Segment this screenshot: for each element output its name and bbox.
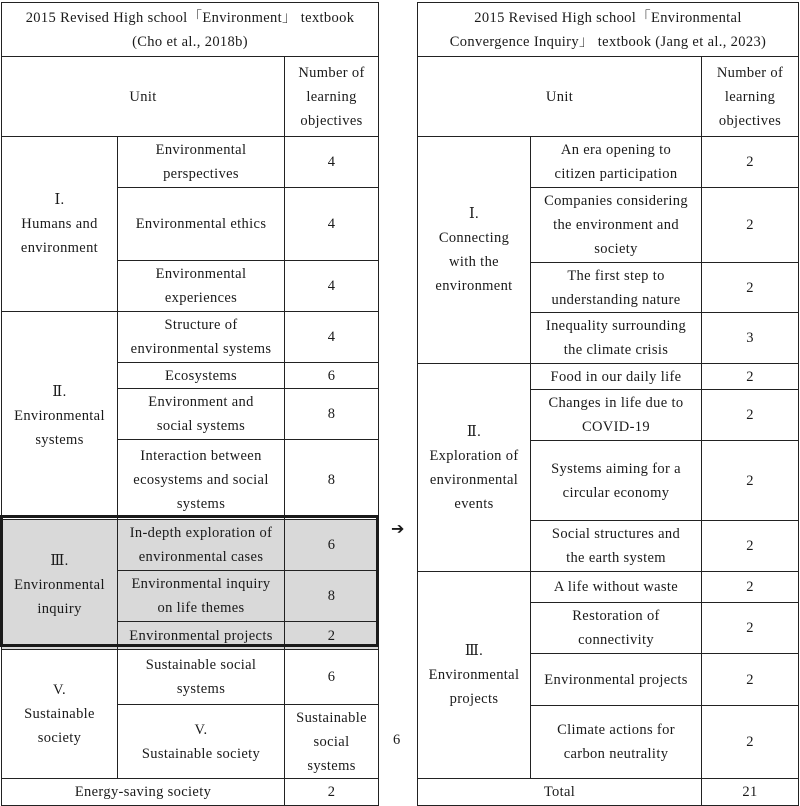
table-row [2,312,379,363]
objective-count: 2 [702,188,799,263]
subunit-name: Environmental ethics [118,188,285,261]
table-row [418,364,799,390]
right-table-title: 2015 Revised High school「Environmental Convergence Inquiry」 textbook (Jang et al., 2023) [418,3,799,57]
right-arrow-icon: ➔ [391,519,405,538]
subunit-name: Interaction between ecosystems and social systems [118,440,285,520]
objective-count: 2 [702,390,799,441]
objective-count: 4 [285,261,379,312]
table-header-row [418,57,799,137]
subunit-name: Sustainable social systems [118,650,285,705]
objectives-count-header: Number of learning objectives [702,57,799,137]
objective-count: 2 [702,521,799,572]
objective-count: 2 [285,779,379,806]
objective-count: 2 [702,263,799,313]
table-row [2,137,379,188]
total-label: Total [418,779,702,806]
unit-header: Unit [2,57,285,137]
unit-header: Unit [418,57,702,137]
subunit-name: Environmental perspectives [118,137,285,188]
table-row [418,3,799,57]
objective-count: 8 [285,389,379,440]
subunit-name: Environmental inquiry on life themes [118,571,285,622]
objective-count: 4 [285,137,379,188]
subunit-name: Structure of environmental systems [118,312,285,363]
subunit-name: Environmental experiences [118,261,285,312]
table-row [2,779,379,806]
objective-count: 2 [702,654,799,706]
objective-count: 2 [702,364,799,390]
objective-count: 4 [285,312,379,363]
right-table [417,2,799,806]
objective-count: 3 [702,313,799,364]
total-count: 21 [702,779,799,806]
unit-name: Ⅲ. Environmental inquiry [2,520,118,650]
objective-count: 2 [285,622,379,650]
unit-name: Ⅰ. Connecting with the environment [418,137,531,364]
subunit-name: An era opening to citizen participation [531,137,702,188]
unit-name: Ⅲ. Environmental projects [418,572,531,779]
subunit-name: In-depth exploration of environmental cases [118,520,285,571]
subunit-name: Social structures and the earth system [531,521,702,572]
subunit-name: Restoration of connectivity [531,603,702,654]
objective-count: Sustainable social systems [285,705,379,779]
subunit-name: A life without waste [531,572,702,603]
subunit-name: Climate actions for carbon neutrality [531,706,702,779]
objective-count: 2 [702,441,799,521]
subunit-name: Environment and social systems [118,389,285,440]
unit-name: Ⅱ. Environmental systems [2,312,118,520]
table-header-row [2,57,379,137]
objective-count: 6 [285,650,379,705]
subunit-name: Inequality surrounding the climate crisis [531,313,702,364]
table-row [2,650,379,705]
left-table [1,2,379,806]
subunit-name: Changes in life due to COVID-19 [531,390,702,441]
subunit-name: V. Sustainable society [118,705,285,779]
left-table-title: 2015 Revised High school「Environment」 textbook (Cho et al., 2018b) [2,3,379,57]
objective-count: 4 [285,188,379,261]
subunit-name: The first step to understanding nature [531,263,702,313]
stray-count: 6 [393,732,401,748]
table-row [418,137,799,188]
subunit-name: Environmental projects [531,654,702,706]
subunit-name: Food in our daily life [531,364,702,390]
objective-count: 2 [702,137,799,188]
objective-count: 8 [285,440,379,520]
objectives-count-header: Number of learning objectives [285,57,379,137]
subunit-name: Systems aiming for a circular economy [531,441,702,521]
subunit-name: Environmental projects [118,622,285,650]
table-row [418,572,799,603]
objective-count: 6 [285,363,379,389]
objective-count: 6 [285,520,379,571]
objective-count: 2 [702,572,799,603]
unit-name: V. Sustainable society [2,650,118,779]
objective-count: 2 [702,603,799,654]
objective-count: 2 [702,706,799,779]
row-label: Energy-saving society [2,779,285,806]
table-row [418,779,799,806]
objective-count: 8 [285,571,379,622]
table-row [2,3,379,57]
unit-name: Ⅱ. Exploration of environmental events [418,364,531,572]
unit-name: Ⅰ. Humans and environment [2,137,118,312]
table-row [2,520,379,571]
subunit-name: Companies considering the environment and society [531,188,702,263]
subunit-name: Ecosystems [118,363,285,389]
